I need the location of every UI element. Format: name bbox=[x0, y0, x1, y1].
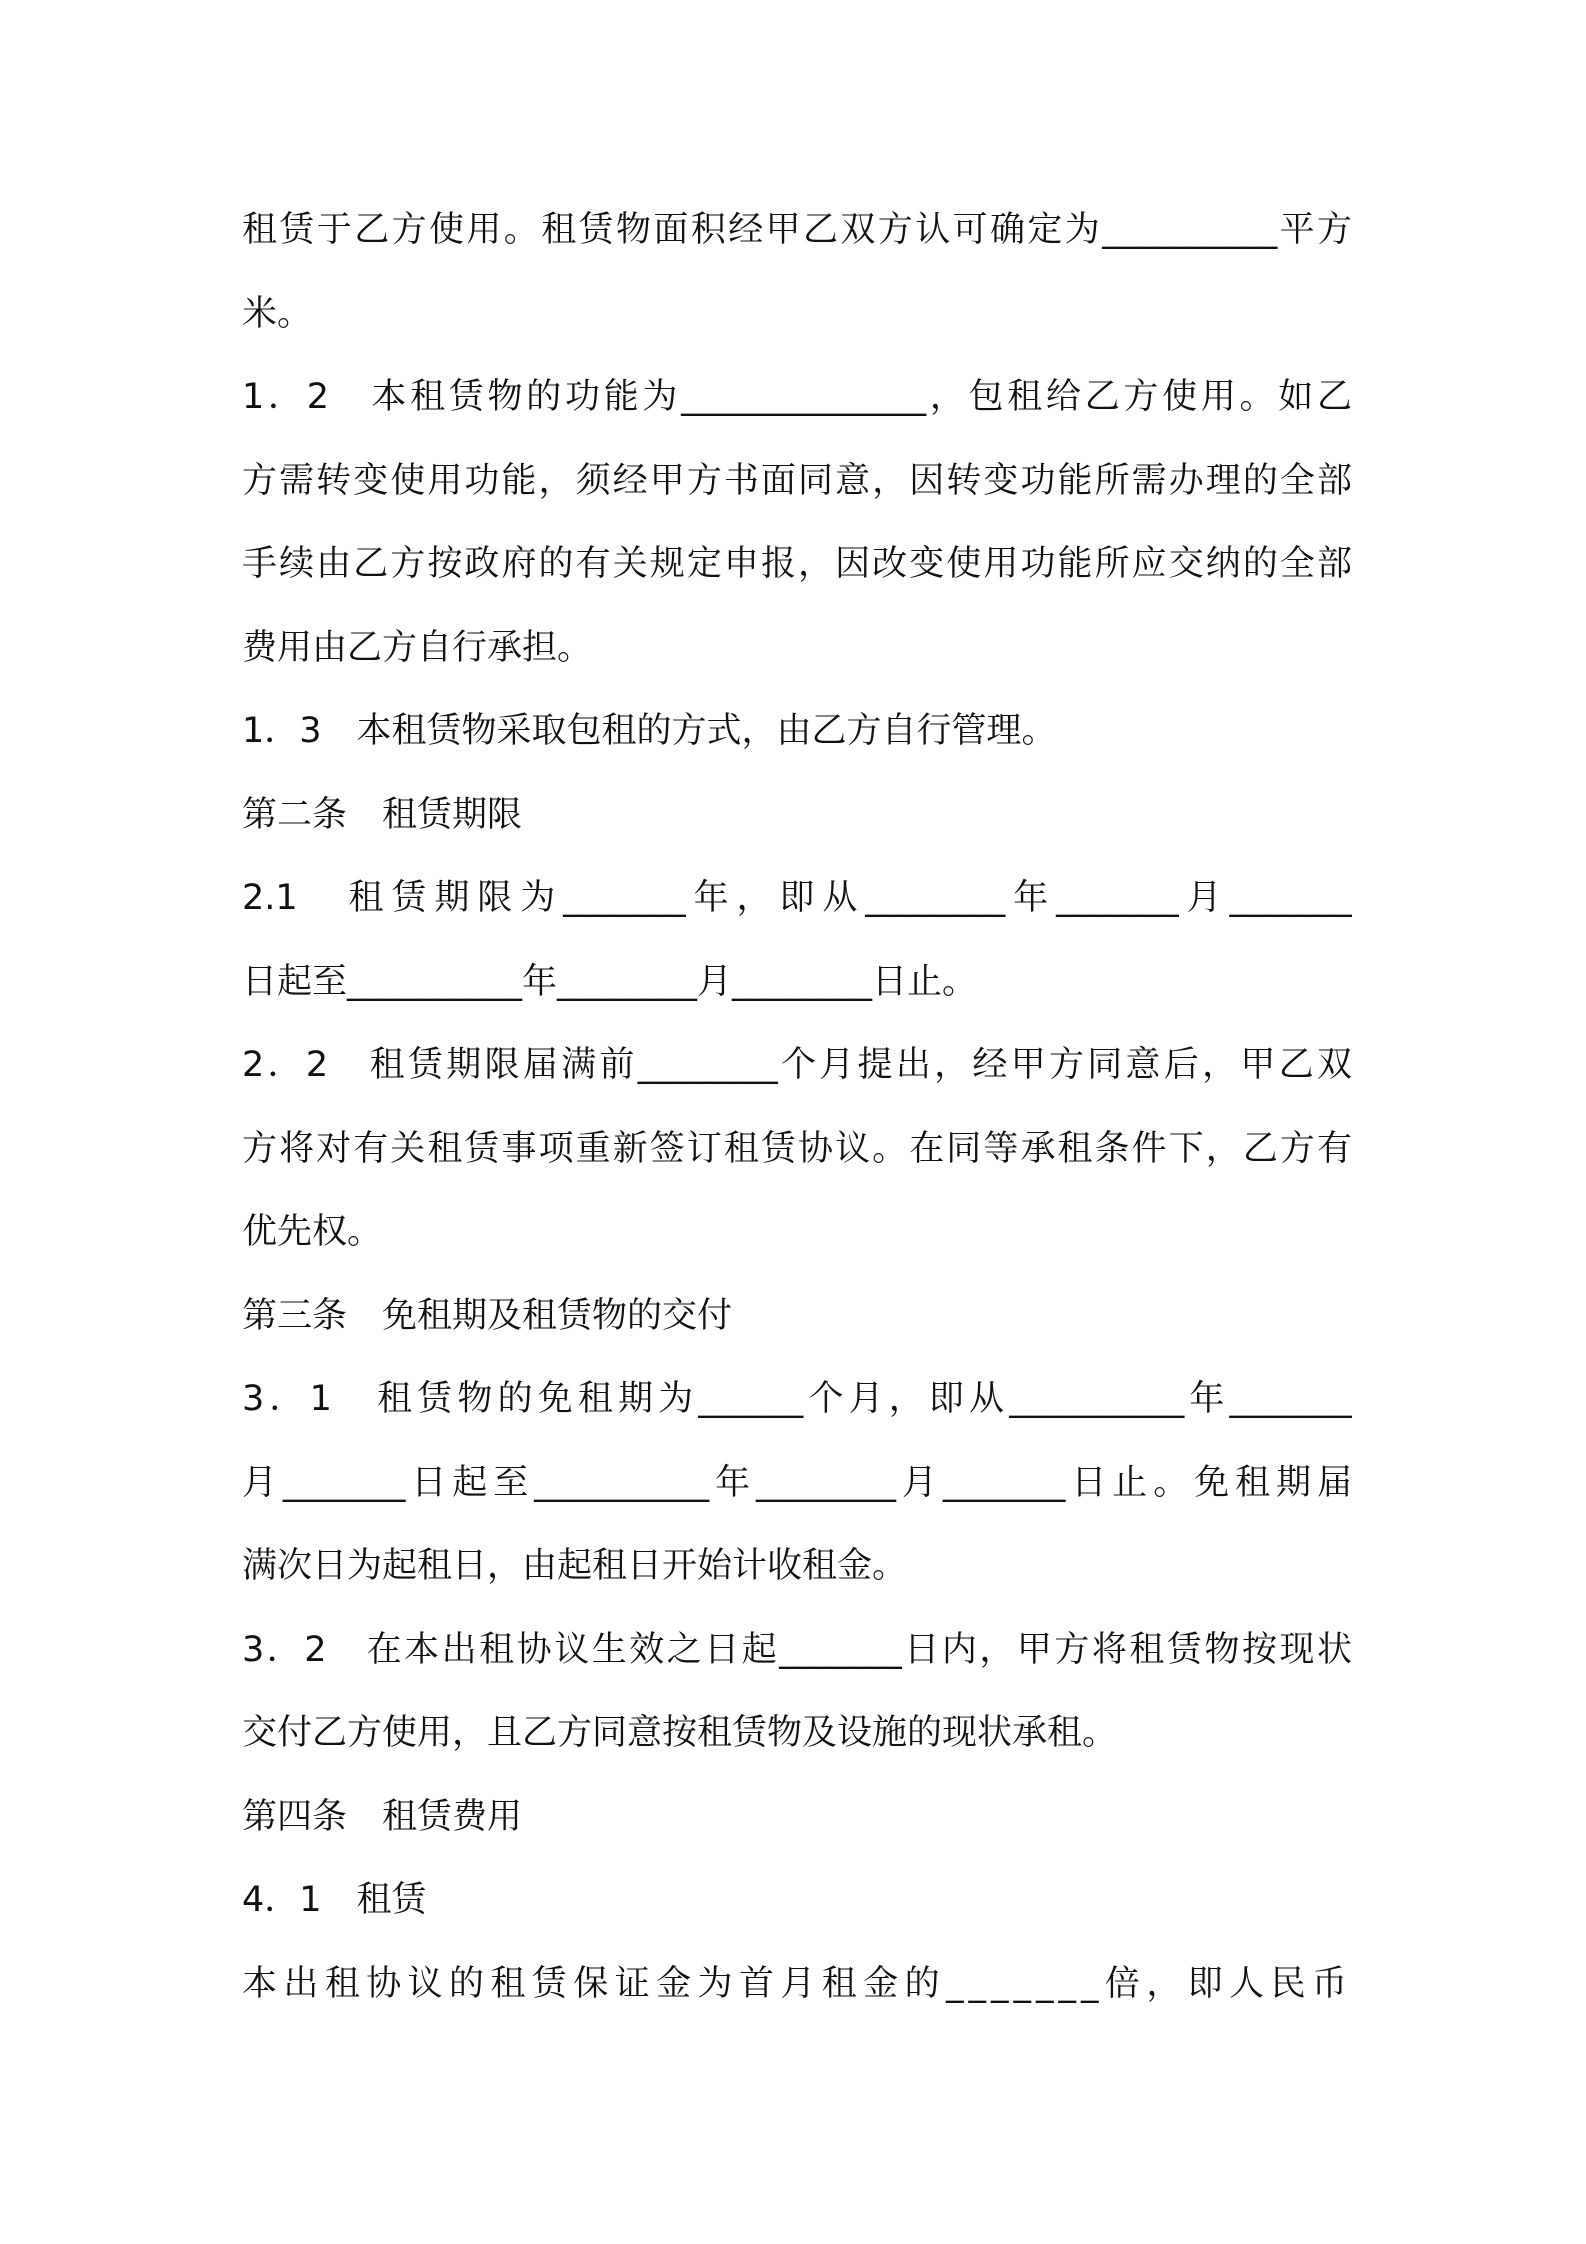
clause-3-2-line-2: 交付乙方使用，且乙方同意按租赁物及设施的现状承租。 bbox=[242, 1713, 1118, 1753]
article-3-heading: 第三条 免租期及租赁物的交付 bbox=[242, 1296, 733, 1336]
clause-2-1-line-2: 日起至__________年________月________日止。 bbox=[242, 962, 978, 1002]
article-2-heading: 第二条 租赁期限 bbox=[242, 795, 523, 835]
clause-2-1-line-1: 2.1 租赁期限为_______年，即从________年_______月_______ bbox=[242, 878, 1352, 918]
clause-1-2-line-1: 1．2 本租赁物的功能为______________，包租给乙方使用。如乙 bbox=[242, 377, 1352, 417]
clause-1-2-line-2: 方需转变使用功能，须经甲方书面同意，因转变功能所需办理的全部 bbox=[242, 461, 1352, 501]
clause-1-3: 1．3 本租赁物采取包租的方式，由乙方自行管理。 bbox=[242, 711, 1057, 751]
clause-1-2-line-4: 费用由乙方自行承担。 bbox=[242, 628, 593, 668]
paragraph-line-area: 租赁于乙方使用。租赁物面积经甲乙双方认可确定为__________平方 bbox=[242, 210, 1352, 250]
paragraph-line-area-end: 米。 bbox=[242, 294, 313, 334]
clause-3-1-line-2: 月_______日起至__________年________月_______日止。免租期届 bbox=[242, 1463, 1352, 1503]
clause-3-1-line-3: 满次日为起租日，由起租日开始计收租金。 bbox=[242, 1546, 908, 1586]
clause-3-2-line-1: 3．2 在本出租协议生效之日起_______日内，甲方将租赁物按现状 bbox=[242, 1630, 1352, 1670]
clause-3-1-line-1: 3．1 租赁物的免租期为______个月，即从__________年_______ bbox=[242, 1379, 1352, 1419]
deposit-paragraph-line-1: 本出租协议的租赁保证金为首月租金的_______倍，即人民币 bbox=[242, 1964, 1352, 2004]
clause-2-2-line-1: 2．2 租赁期限届满前________个月提出，经甲方同意后，甲乙双 bbox=[242, 1045, 1352, 1085]
clause-2-2-line-3: 优先权。 bbox=[242, 1212, 383, 1252]
clause-2-2-line-2: 方将对有关租赁事项重新签订租赁协议。在同等承租条件下，乙方有 bbox=[242, 1129, 1352, 1169]
clause-4-1-heading: 4．1 租赁 bbox=[242, 1880, 427, 1920]
clause-1-2-line-3: 手续由乙方按政府的有关规定申报，因改变使用功能所应交纳的全部 bbox=[242, 544, 1352, 584]
article-4-heading: 第四条 租赁费用 bbox=[242, 1797, 523, 1837]
